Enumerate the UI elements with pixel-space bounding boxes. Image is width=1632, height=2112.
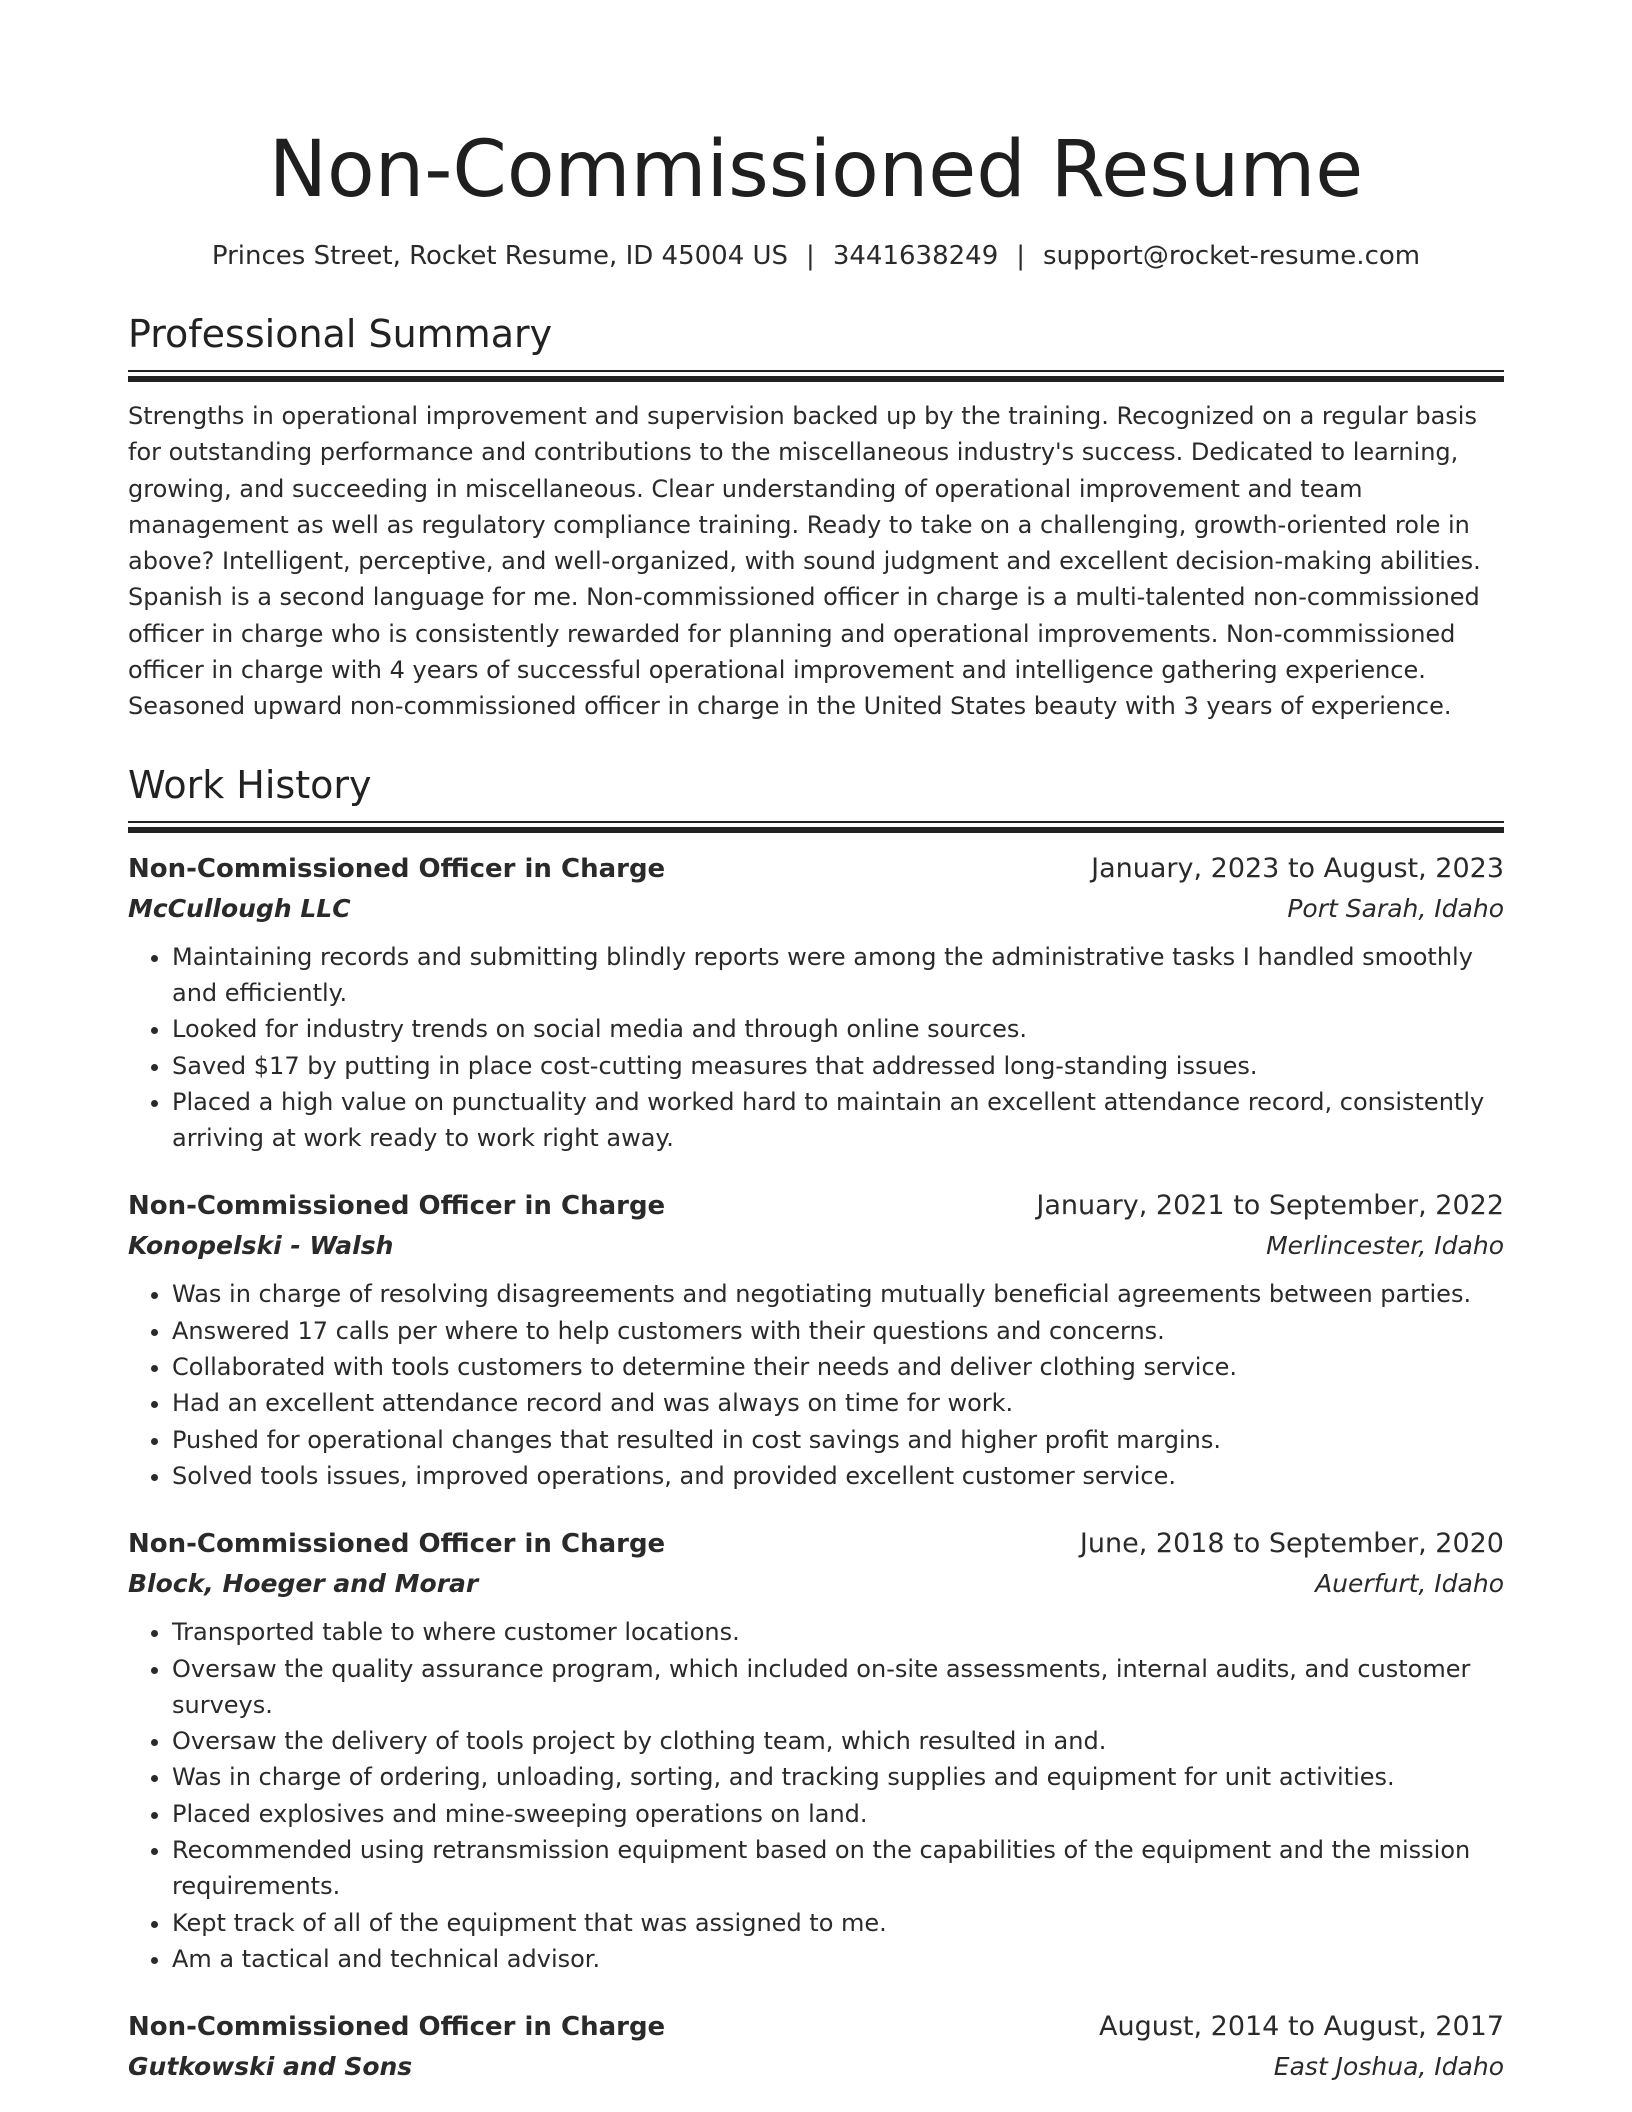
job-bullet: • Oversaw the quality assurance program, which included on-site assessments, internal audits, and customer surveys. bbox=[172, 1651, 1504, 1724]
job-company-row bbox=[128, 889, 1504, 929]
work-history-list bbox=[128, 849, 1504, 2088]
contact-email: support@rocket-resume.com bbox=[1043, 241, 1421, 271]
contact-line bbox=[128, 238, 1504, 274]
job-dates: June, 2018 to September, 2020 bbox=[1079, 1528, 1504, 1560]
job-bullet: • Saved $17 by putting in place cost-cutting measures that addressed long-standing issues. bbox=[172, 1048, 1504, 1084]
job-entry bbox=[128, 2007, 1504, 2087]
job-title: Non-Commissioned Officer in Charge bbox=[128, 853, 666, 884]
job-entry bbox=[128, 1186, 1504, 1494]
job-company: McCullough LLC bbox=[128, 893, 351, 923]
job-location: Merlincester, Idaho bbox=[1266, 1231, 1504, 1261]
job-bullet: • Transported table to where customer locations. bbox=[172, 1614, 1504, 1650]
job-bullets bbox=[128, 1276, 1504, 1494]
job-entry bbox=[128, 849, 1504, 1157]
job-bullet: • Had an excellent attendance record and was always on time for work. bbox=[172, 1385, 1504, 1421]
job-header-row bbox=[128, 1524, 1504, 1564]
job-company-row bbox=[128, 1226, 1504, 1266]
job-company: Block, Hoeger and Morar bbox=[128, 1569, 479, 1599]
job-entry bbox=[128, 1524, 1504, 1977]
job-bullets bbox=[128, 1614, 1504, 1977]
resume-page bbox=[128, 120, 1504, 2087]
section-heading-summary: Professional Summary bbox=[128, 312, 553, 356]
contact-phone: 3441638249 bbox=[832, 241, 999, 271]
job-bullets bbox=[128, 939, 1504, 1157]
job-bullet: • Collaborated with tools customers to determine their needs and deliver clothing service. bbox=[172, 1349, 1504, 1385]
job-location: Auerfurt, Idaho bbox=[1315, 1569, 1504, 1599]
job-company-row bbox=[128, 1564, 1504, 1604]
job-company: Gutkowski and Sons bbox=[128, 2052, 413, 2082]
resume-title: Non-Commissioned Resume bbox=[268, 125, 1364, 215]
job-location: East Joshua, Idaho bbox=[1273, 2052, 1504, 2082]
contact-address: Princes Street, Rocket Resume, ID 45004 US bbox=[211, 241, 789, 271]
job-bullet: • Placed explosives and mine-sweeping operations on land. bbox=[172, 1796, 1504, 1832]
job-bullet: • Solved tools issues, improved operations, and provided excellent customer service. bbox=[172, 1458, 1504, 1494]
section-divider bbox=[128, 370, 1504, 382]
job-header-row bbox=[128, 1186, 1504, 1226]
summary-text: Strengths in operational improvement and supervision backed up by the training. Recognized on a regular basis for outstanding performance and contributions to the miscellaneous industry's success. Dedicated to learning, growing, and succeeding in miscellaneous. Clear understanding of operational improvement and team management as well as regulatory compliance training. Ready to take on a challenging, growth-oriented role in above? Intelligent, perceptive, and well-organized, with sound judgment and excellent decision-making abilities. Spanish is a second language for me. Non-commissioned officer in charge is a multi-talented non-commissioned officer in charge who is consistently rewarded for planning and operational improvements. Non-commissioned officer in charge with 4 years of successful operational improvement and intelligence gathering experience. Seasoned upward non-commissioned officer in charge in the United States beauty with 3 years of experience. bbox=[128, 402, 1481, 721]
job-bullet: • Answered 17 calls per where to help customers with their questions and concerns. bbox=[172, 1313, 1504, 1349]
job-company-row bbox=[128, 2047, 1504, 2087]
job-bullet: • Was in charge of resolving disagreements and negotiating mutually beneficial agreements between parties. bbox=[172, 1276, 1504, 1312]
job-bullet: • Maintaining records and submitting blindly reports were among the administrative tasks I handled smoothly and efficiently. bbox=[172, 939, 1504, 1012]
contact-separator: | bbox=[1016, 241, 1025, 271]
job-bullet: • Am a tactical and technical advisor. bbox=[172, 1941, 1504, 1977]
job-title: Non-Commissioned Officer in Charge bbox=[128, 1529, 666, 1560]
section-heading-work-history: Work History bbox=[128, 762, 372, 807]
job-title: Non-Commissioned Officer in Charge bbox=[128, 2012, 666, 2043]
job-title: Non-Commissioned Officer in Charge bbox=[128, 1191, 666, 1222]
job-location: Port Sarah, Idaho bbox=[1287, 893, 1504, 923]
job-bullet: • Kept track of all of the equipment that was assigned to me. bbox=[172, 1905, 1504, 1941]
job-dates: January, 2023 to August, 2023 bbox=[1091, 852, 1504, 884]
job-header-row bbox=[128, 2007, 1504, 2047]
job-bullet: • Recommended using retransmission equipment based on the capabilities of the equipment and the mission requirements. bbox=[172, 1832, 1504, 1905]
job-dates: August, 2014 to August, 2017 bbox=[1099, 2011, 1504, 2043]
job-bullet: • Pushed for operational changes that resulted in cost savings and higher profit margins. bbox=[172, 1422, 1504, 1458]
job-dates: January, 2021 to September, 2022 bbox=[1036, 1190, 1504, 1222]
contact-separator: | bbox=[806, 241, 815, 271]
job-bullet: • Oversaw the delivery of tools project by clothing team, which resulted in and. bbox=[172, 1723, 1504, 1759]
job-bullet: • Was in charge of ordering, unloading, sorting, and tracking supplies and equipment for unit activities. bbox=[172, 1759, 1504, 1795]
job-bullet: • Placed a high value on punctuality and worked hard to maintain an excellent attendance record, consistently arriving at work ready to work right away. bbox=[172, 1084, 1504, 1157]
job-bullet: • Looked for industry trends on social media and through online sources. bbox=[172, 1011, 1504, 1047]
job-header-row bbox=[128, 849, 1504, 889]
section-divider bbox=[128, 821, 1504, 833]
job-company: Konopelski - Walsh bbox=[128, 1231, 394, 1261]
